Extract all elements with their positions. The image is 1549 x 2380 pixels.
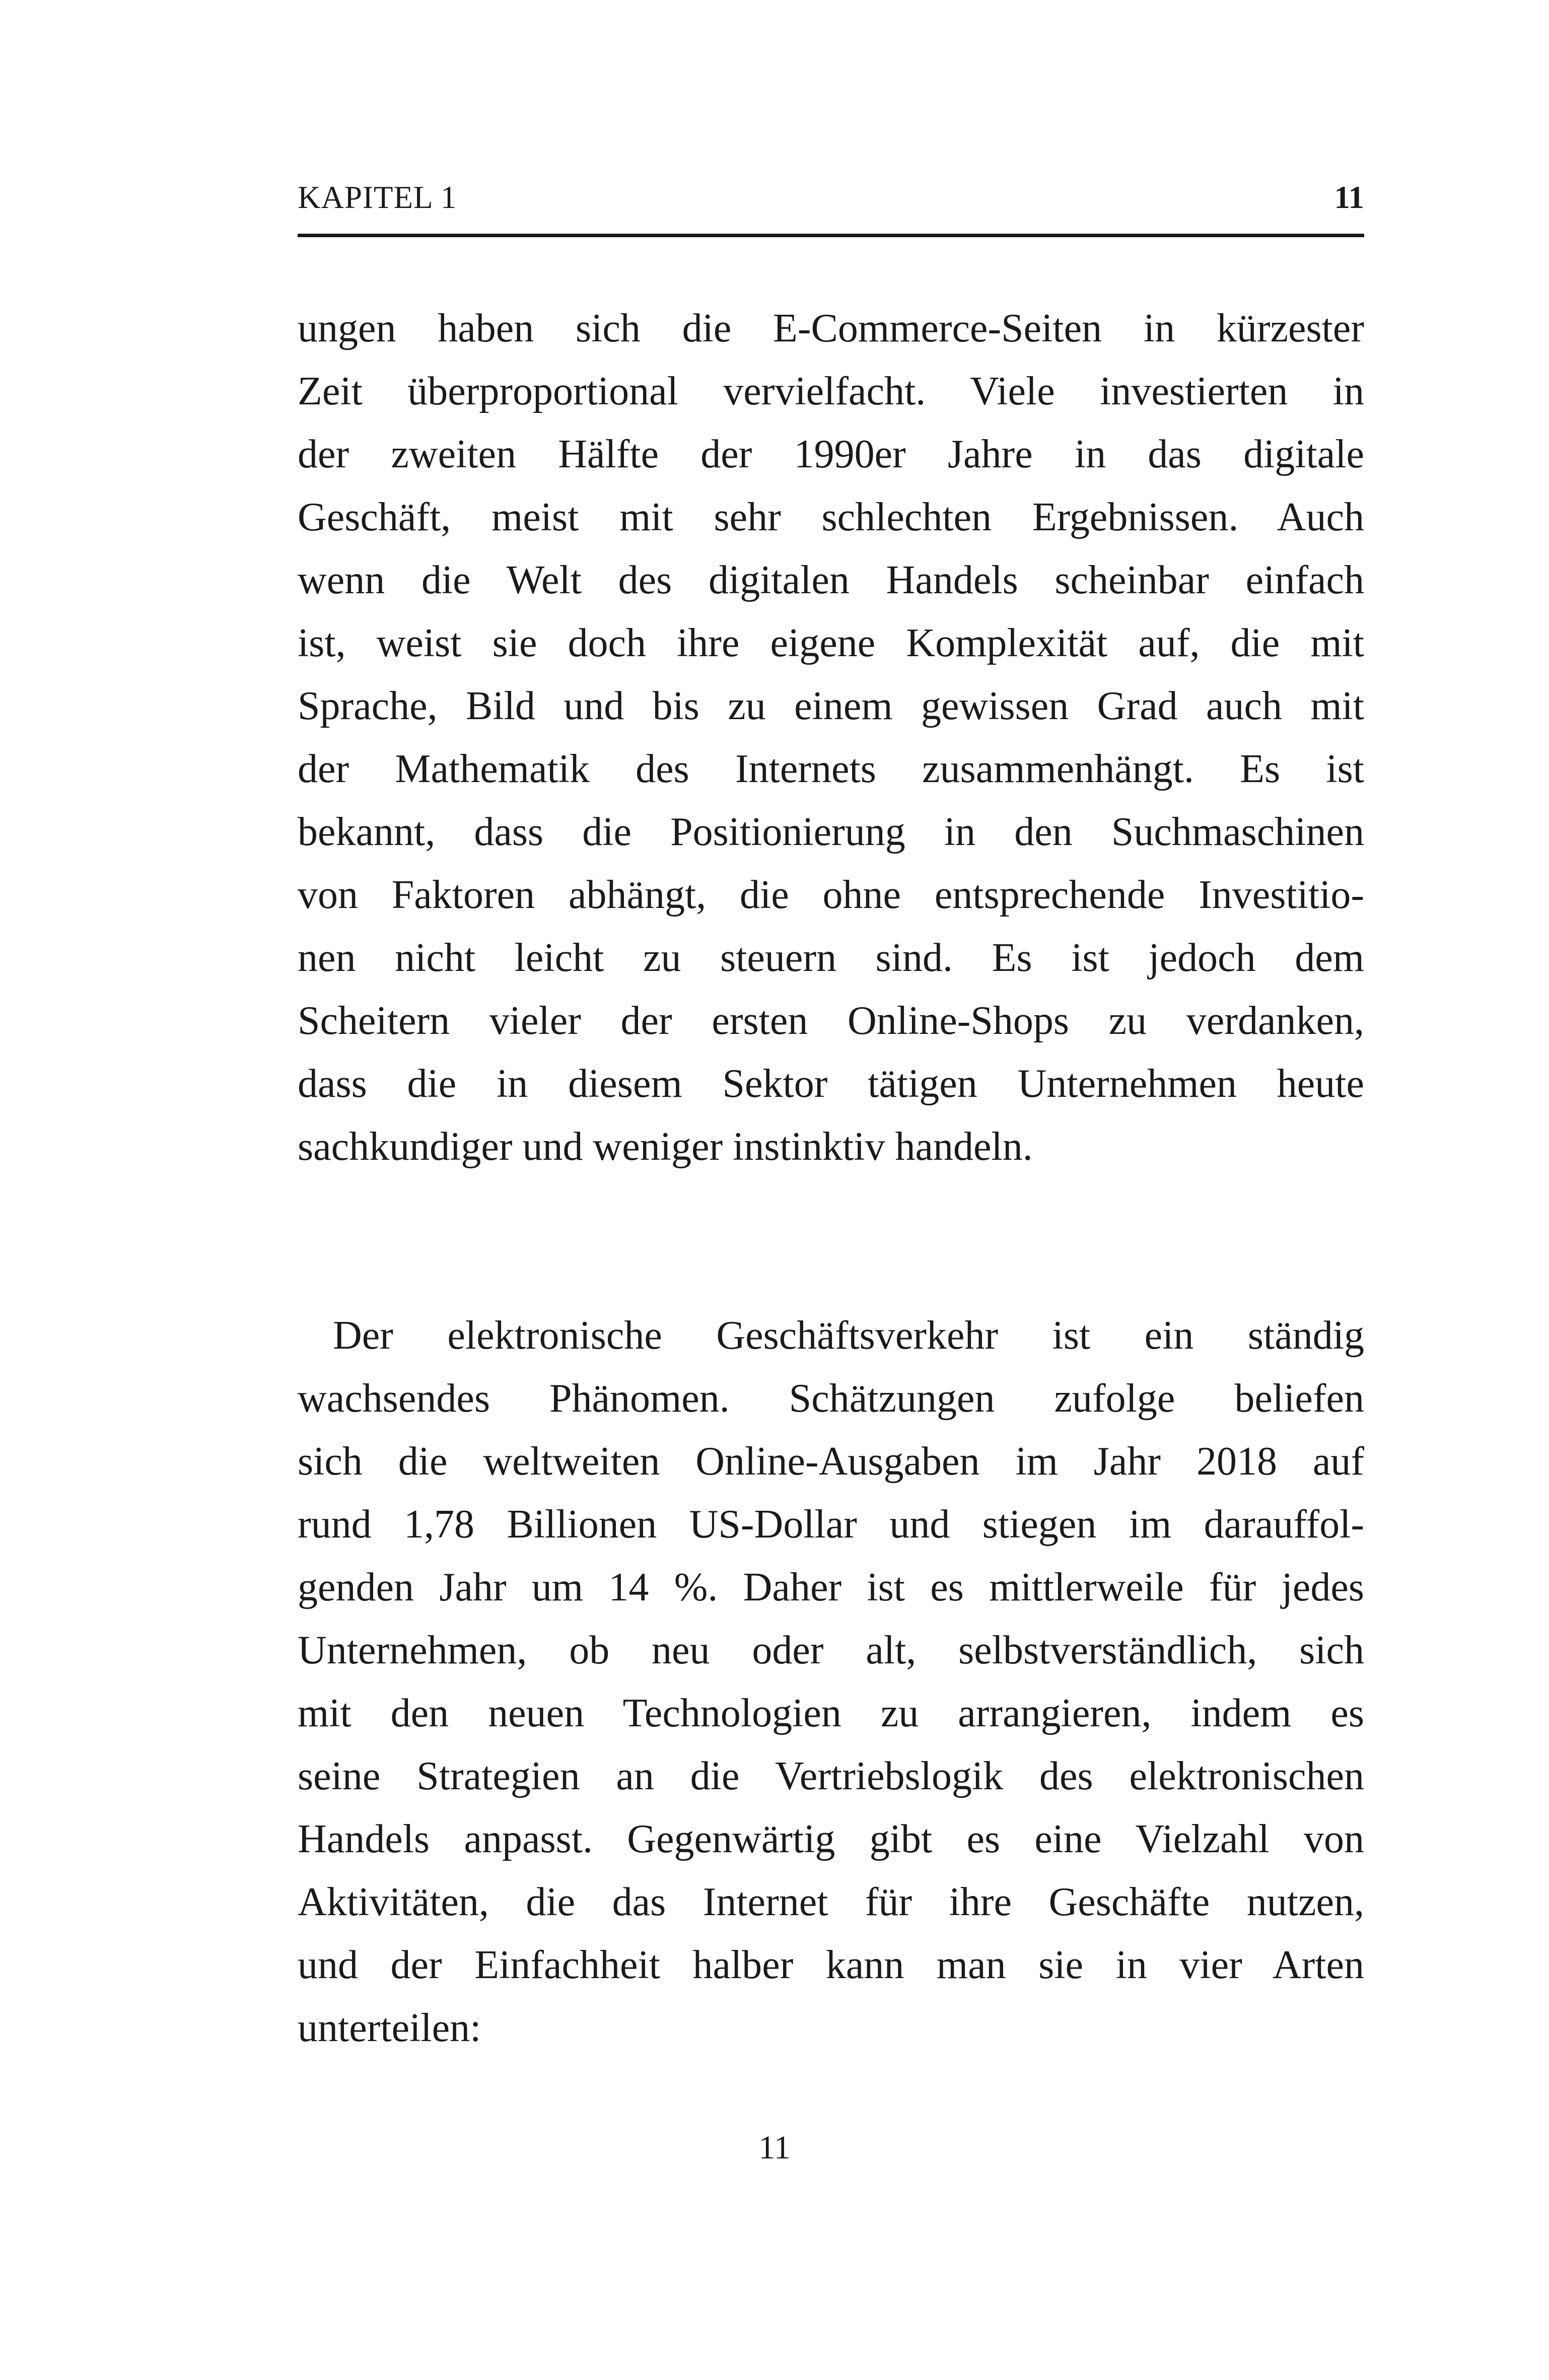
text-line: sachkundiger und weniger instinktiv handeln.	[298, 1125, 1033, 1169]
text-line: wenn die Welt des digitalen Handels scheinbar einfach	[298, 558, 1364, 602]
text-line: Der elektronische Geschäftsverkehr ist ein ständig	[333, 1313, 1364, 1358]
text-line: nen nicht leicht zu steuern sind. Es ist jedoch dem	[298, 936, 1364, 980]
text-line: ungen haben sich die E-Commerce-Seiten in kürzester	[298, 306, 1364, 351]
text-line: der Mathematik des Internets zusammenhängt. Es ist	[298, 747, 1364, 791]
running-header	[298, 177, 1364, 226]
text-line: der zweiten Hälfte der 1990er Jahre in das digitale	[298, 432, 1364, 476]
text-line: Zeit überproportional vervielfacht. Viele investierten in	[298, 369, 1364, 413]
text-line: und der Einfachheit halber kann man sie in vier Arten	[298, 1943, 1364, 1987]
text-line: Sprache, Bild und bis zu einem gewissen Grad auch mit	[298, 684, 1364, 728]
text-line: seine Strategien an die Vertriebslogik des elektronischen	[298, 1754, 1364, 1798]
text-line: Unternehmen, ob neu oder alt, selbstverständlich, sich	[298, 1628, 1364, 1672]
body-paragraph	[298, 1304, 1364, 2060]
header-divider	[298, 234, 1364, 237]
text-line: wachsendes Phänomen. Schätzungen zufolge beliefen	[298, 1376, 1364, 1421]
text-line: Handels anpasst. Gegenwärtig gibt es eine Vielzahl von	[298, 1817, 1364, 1861]
text-line: von Faktoren abhängt, die ohne entsprechende Investitio-	[298, 873, 1364, 917]
text-line: Geschäft, meist mit sehr schlechten Ergebnissen. Auch	[298, 495, 1364, 539]
text-line: genden Jahr um 14 %. Daher ist es mittlerweile für jedes	[298, 1565, 1364, 1609]
text-line: Aktivitäten, die das Internet für ihre Geschäfte nutzen,	[298, 1880, 1364, 1924]
body-paragraph	[298, 297, 1364, 1178]
text-line: bekannt, dass die Positionierung in den Suchmaschinen	[298, 810, 1364, 854]
text-line: unterteilen:	[298, 2006, 481, 2050]
text-line: ist, weist sie doch ihre eigene Komplexität auf, die mit	[298, 621, 1364, 665]
header-page-number: 11	[1334, 180, 1364, 215]
text-line: sich die weltweiten Online-Ausgaben im Jahr 2018 auf	[298, 1439, 1364, 1484]
text-line: mit den neuen Technologien zu arrangieren, indem es	[298, 1691, 1364, 1735]
text-line: dass die in diesem Sektor tätigen Unternehmen heute	[298, 1062, 1364, 1106]
text-line: Scheitern vieler der ersten Online-Shops zu verdanken,	[298, 999, 1364, 1043]
chapter-title: KAPITEL 1	[298, 180, 457, 215]
text-line: rund 1,78 Billionen US-Dollar und stiegen im darauffol-	[298, 1502, 1364, 1547]
footer-page-number: 11	[758, 2129, 791, 2166]
